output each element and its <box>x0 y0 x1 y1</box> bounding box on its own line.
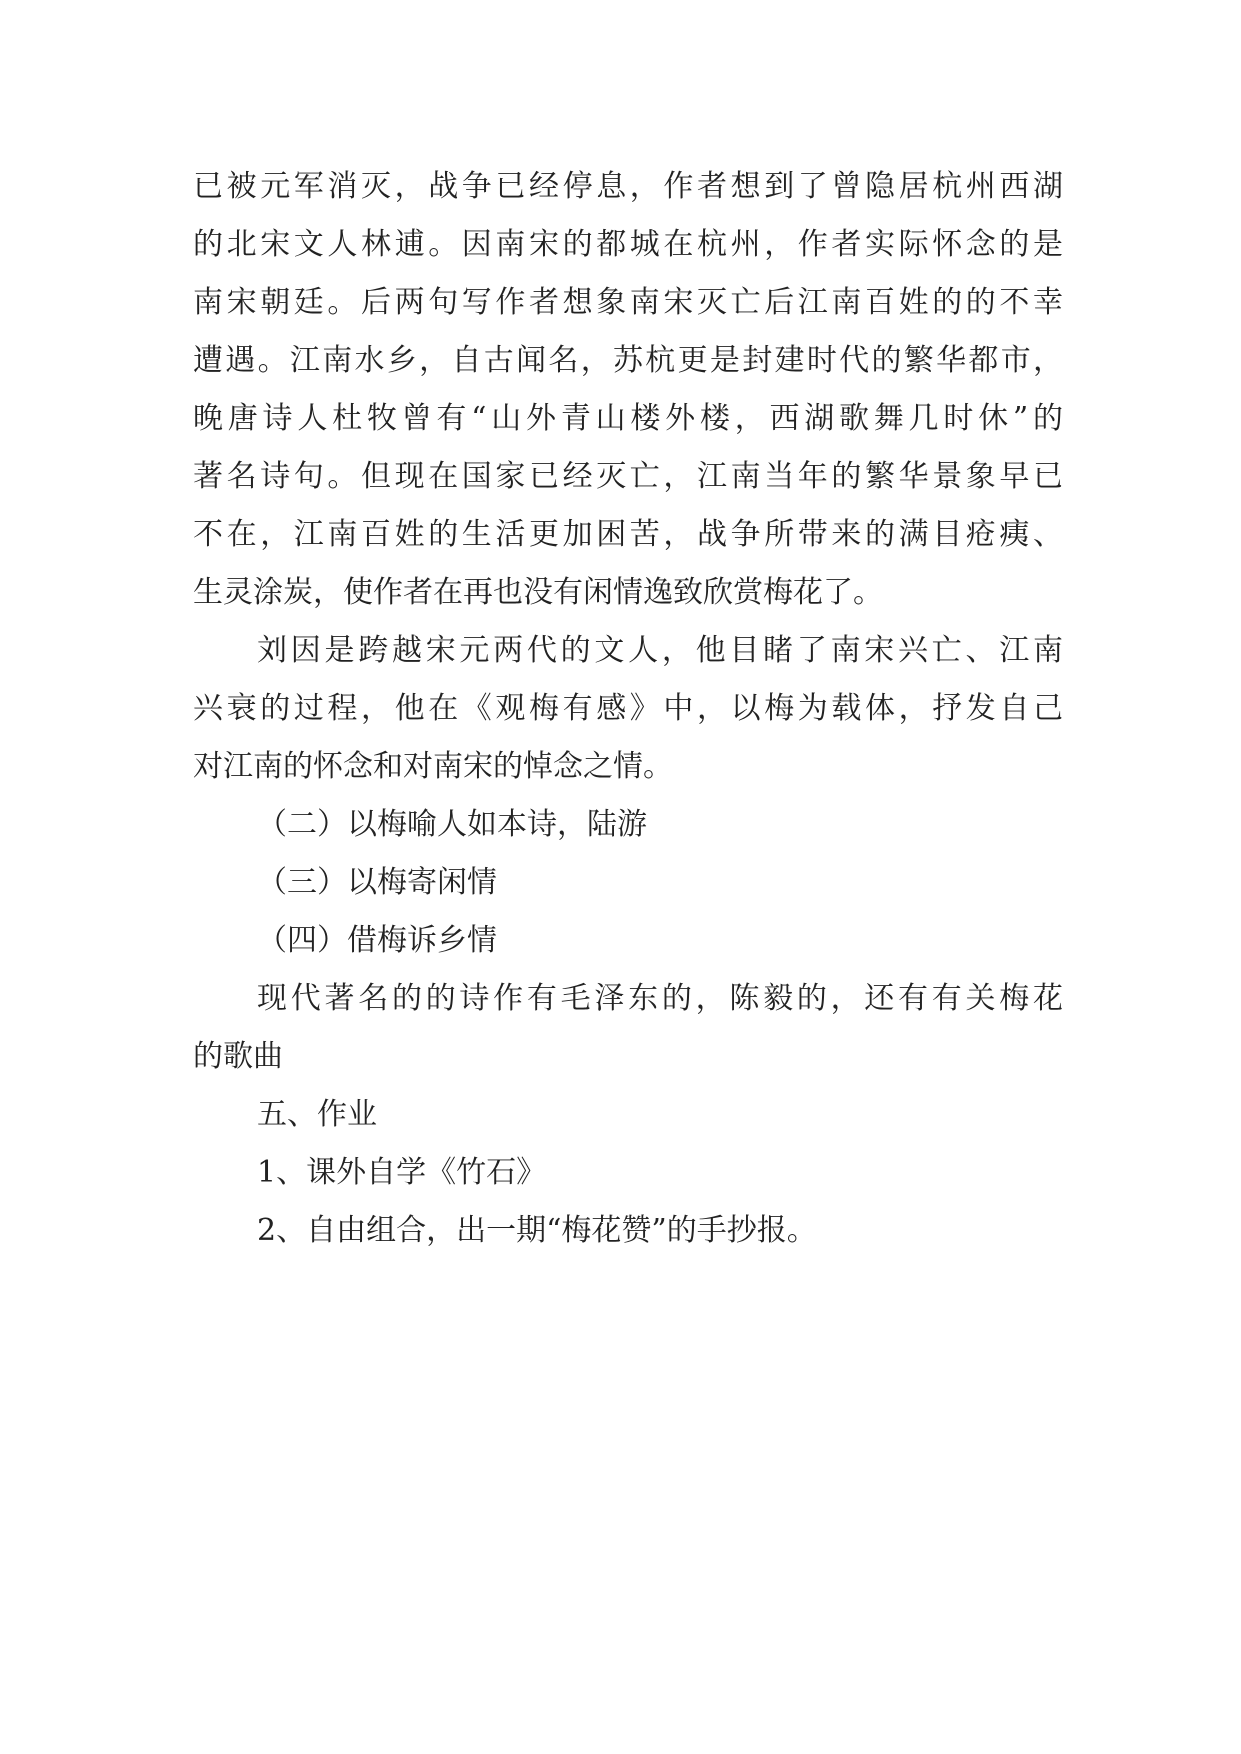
section-heading: （四）借梅诉乡情 <box>257 923 497 958</box>
paragraph-line: 对江南的怀念和对南宋的悼念之情。 <box>193 749 673 784</box>
paragraph-line: 晚唐诗人杜牧曾有“山外青山楼外楼，西湖歌舞几时休”的 <box>193 401 1063 436</box>
paragraph-line: 著名诗句。但现在国家已经灭亡，江南当年的繁华景象早已 <box>193 459 1063 494</box>
paragraph-line: 已被元军消灭，战争已经停息，作者想到了曾隐居杭州西湖 <box>193 169 1063 204</box>
paragraph-line: 遭遇。江南水乡，自古闻名，苏杭更是封建时代的繁华都市， <box>193 343 1063 378</box>
paragraph-line: 现代著名的的诗作有毛泽东的，陈毅的，还有有关梅花 <box>257 981 1063 1016</box>
paragraph-line: 的歌曲 <box>193 1039 283 1074</box>
document-body <box>193 158 1063 1260</box>
list-item: 2、自由组合，出一期“梅花赞”的手抄报。 <box>257 1213 817 1248</box>
paragraph-line: 刘因是跨越宋元两代的文人，他目睹了南宋兴亡、江南 <box>257 633 1063 668</box>
section-heading: （二）以梅喻人如本诗，陆游 <box>257 807 647 842</box>
section-heading: （三）以梅寄闲情 <box>257 865 497 900</box>
paragraph-line: 不在，江南百姓的生活更加困苦，战争所带来的满目疮痍、 <box>193 517 1063 552</box>
paragraph-line: 的北宋文人林逋。因南宋的都城在杭州，作者实际怀念的是 <box>193 227 1063 262</box>
paragraph-line: 生灵涂炭，使作者在再也没有闲情逸致欣赏梅花了。 <box>193 575 883 610</box>
section-heading: 五、作业 <box>257 1097 377 1132</box>
paragraph-line: 兴衰的过程，他在《观梅有感》中，以梅为载体，抒发自己 <box>193 691 1063 726</box>
paragraph-line: 南宋朝廷。后两句写作者想象南宋灭亡后江南百姓的的不幸 <box>193 285 1063 320</box>
list-item: 1、课外自学《竹石》 <box>257 1155 547 1190</box>
